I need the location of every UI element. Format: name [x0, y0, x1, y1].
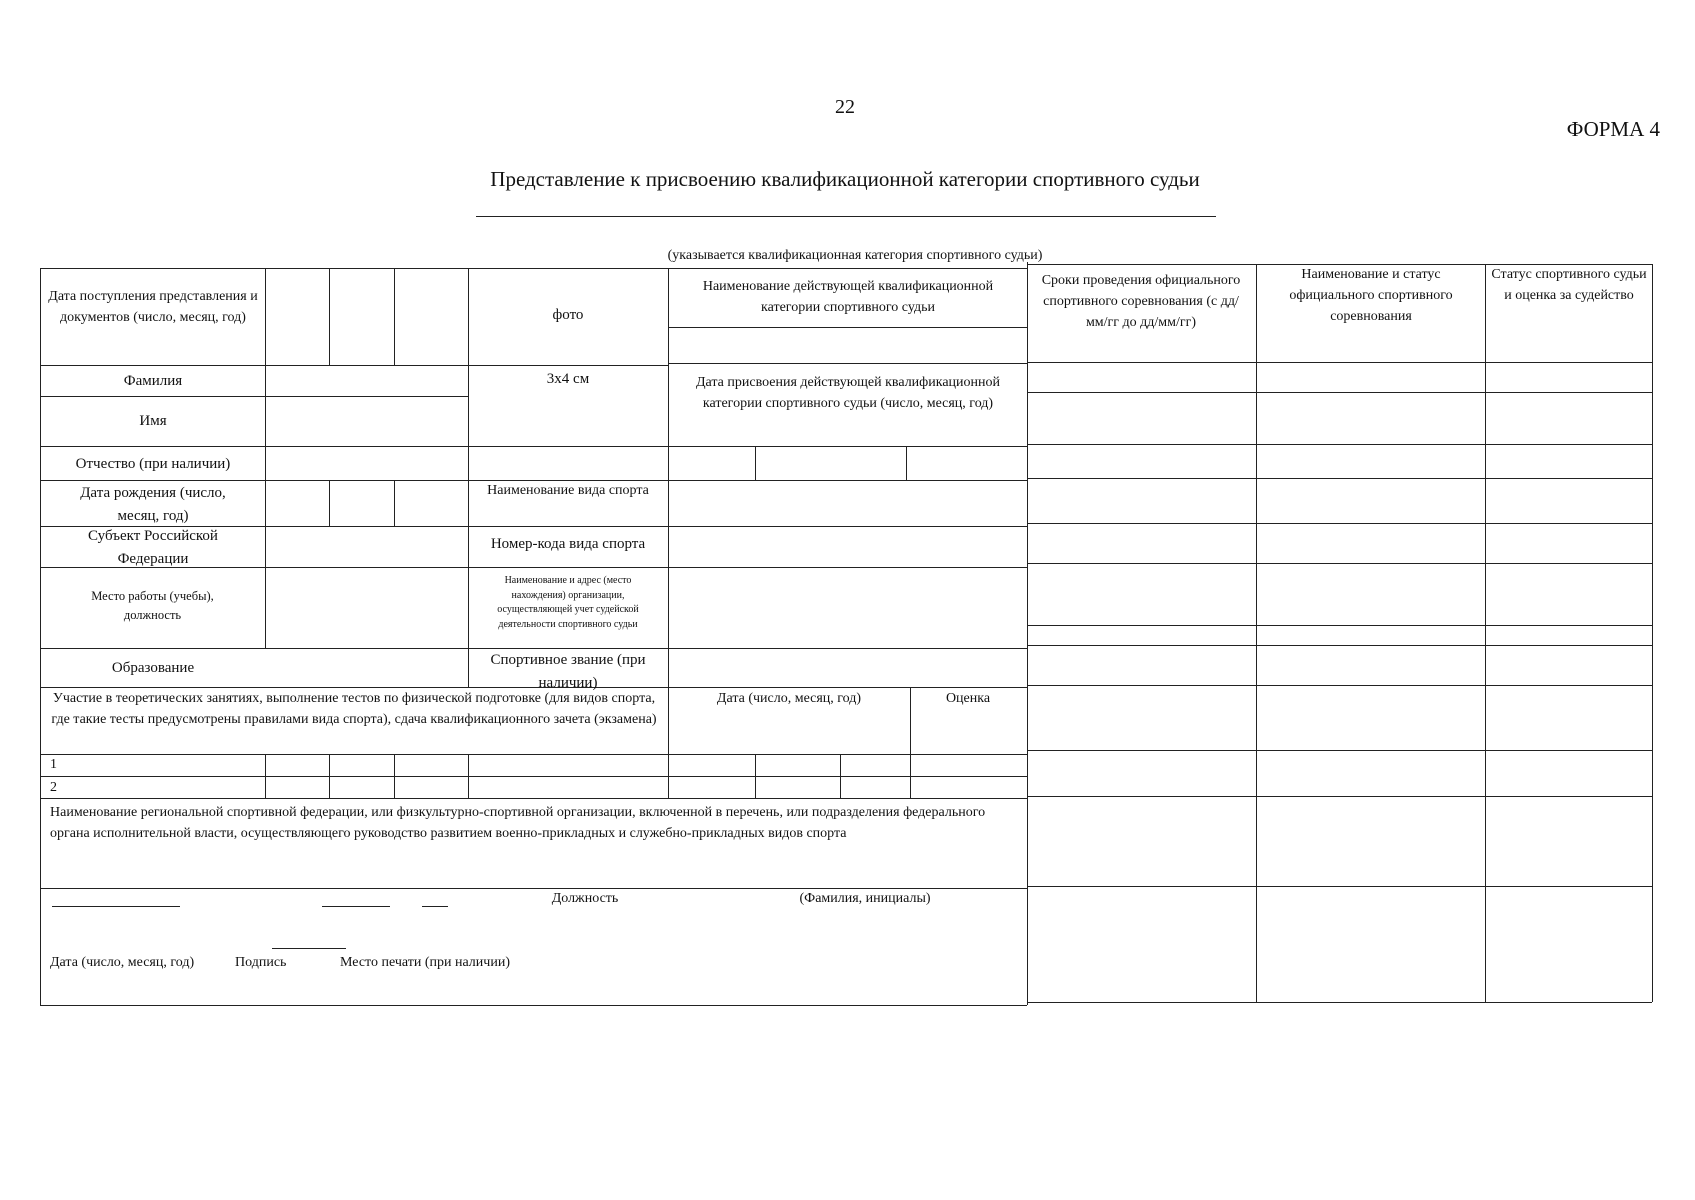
photo-label: фото	[552, 307, 584, 323]
current-category-label: Наименование действующей квалификационной категории спортивного судьи	[702, 279, 994, 315]
stamp-line	[422, 906, 448, 907]
sport-code-label: Номер-кода вида спорта	[490, 536, 646, 552]
fio-label: (Фамилия, инициалы)	[799, 891, 931, 906]
category-underline	[476, 216, 1216, 217]
competition-name-header: Наименование и статус официального спортивного соревнования	[1289, 267, 1453, 324]
category-hint: (указывается квалификационная категория спортивного судьи)	[667, 248, 1043, 263]
page-number: 22	[835, 96, 855, 118]
participation-label: Участие в теоретических занятиях, выполнение тестов по физической подготовке (для видов спорта, где такие тесты предусмотрены правилами вида спорта), сдача квалификационного зачета (экзамена)	[51, 691, 657, 727]
competition-dates-header: Сроки проведения официального спортивного соревнования (с дд/мм/гг до дд/мм/гг)	[1041, 273, 1241, 330]
form-label: ФОРМА 4	[1566, 117, 1660, 141]
position-label: Должность	[551, 891, 619, 906]
education-label: Образование	[111, 660, 195, 676]
document-title: Представление к присвоению квалификационной категории спортивного судьи	[490, 167, 1200, 191]
name-label: Имя	[139, 413, 167, 429]
subject-label: Субъект Российской Федерации	[88, 528, 218, 567]
stamp-label: Место печати (при наличии)	[340, 955, 510, 970]
row-number-1: 1	[50, 757, 57, 772]
date-received-label: Дата поступления представления и документов (число, месяц, год)	[48, 289, 258, 325]
date-line	[52, 906, 180, 907]
federation-label: Наименование региональной спортивной федерации, или физкультурно-спортивной организации, включенной в перечень, или подразделения федерального органа исполнительной власти, осуществляющего руководство развитием военно-прикладных и служебно-прикладных видов спорта	[50, 805, 986, 841]
fio-line	[272, 948, 346, 949]
date-sign-label: Дата (число, месяц, год)	[50, 955, 195, 970]
category-date-label: Дата присвоения действующей квалификационной категории спортивного судьи (число, месяц, год)	[695, 375, 1001, 411]
date-column-header: Дата (число, месяц, год)	[716, 691, 862, 706]
sport-name-label: Наименование вида спорта	[487, 483, 649, 498]
photo-size-label: 3x4 см	[546, 371, 590, 387]
org-name-label: Наименование и адрес (место нахождения) организации, осуществляющей учет судейской деятельности спортивного судьи	[497, 575, 639, 630]
row-number-2: 2	[50, 780, 57, 795]
signature-label: Подпись	[235, 955, 287, 970]
workplace-label: Место работы (учебы), должность	[91, 589, 214, 622]
grade-column-header: Оценка	[945, 691, 991, 706]
signature-line	[322, 906, 390, 907]
patronymic-label: Отчество (при наличии)	[75, 456, 231, 472]
sport-title-label: Спортивное звание (при наличии)	[490, 652, 646, 691]
surname-label: Фамилия	[123, 373, 183, 389]
birth-date-label: Дата рождения (число, месяц, год)	[80, 485, 226, 524]
referee-status-header: Статус спортивного судьи и оценка за судейство	[1491, 267, 1647, 303]
